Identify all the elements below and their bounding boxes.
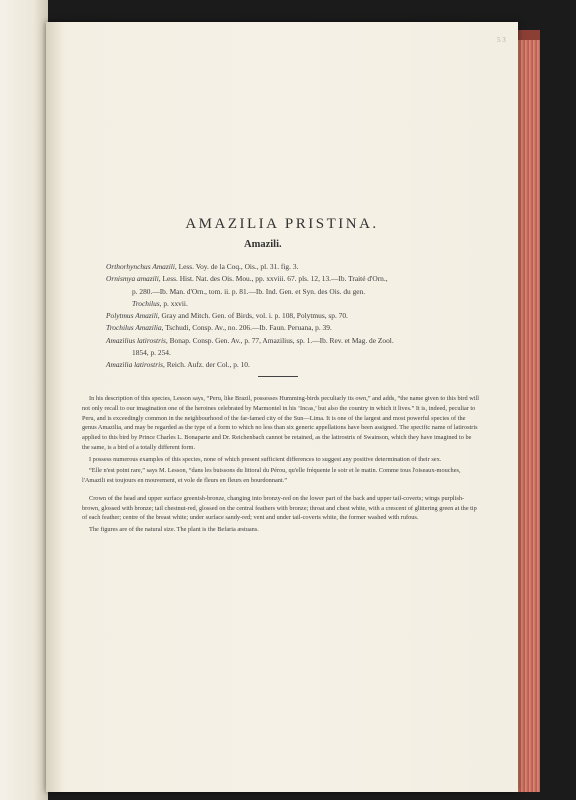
body-paragraph: The figures are of the natural size. The plant is the Befaria æstuans. [89,526,259,533]
synonym-name: Polytmus Amazili, [106,311,160,321]
synonymy-list [106,261,486,372]
synonym-reference: Bonap. Consp. Gen. Av., p. 77, Amazilius, sp. 1.—Ib. Rev. et Mag. de Zool. [167,335,394,345]
facing-page-edge [0,0,48,800]
synonym-entry [106,273,486,285]
synonym-reference: Gray and Mitch. Gen. of Birds, vol. i. p. 108, Polytmus, sp. 70. [159,311,348,321]
synonym-entry [106,310,486,322]
page-number: 5 3 [497,36,506,44]
synonym-name: Amazilius latirostris, [106,335,168,345]
body-paragraph: Crown of the head and upper surface greenish-bronze, changing into bronzy-red on the lower part of the back and upper tail-coverts; wings purplish-brown, glossed with bronze; tail chestnut-red, glossed on the central feathers with bronze; throat and chest white, with a crescent of glittering green at the tip of each feather; centre of the breast white; under surface sandy-red; vent and under tail-coverts white, the former washed with rufous. [82,494,477,522]
synonym-reference: Tschudi, Consp. Av., no. 206.—Ib. Faun. Peruana, p. 39. [163,323,332,333]
synonym-reference: p. xxvii. [161,298,188,308]
synonym-reference: Less. Voy. de la Coq., Ois., pl. 31. fig. 3. [176,262,299,271]
synonym-entry [106,347,486,359]
synonym-name: Trochilus, [132,298,162,308]
synonym-reference: Less. Hist. Nat. des Ois. Mou., pp. xxviii. 67. pls. 12, 13.—Ib. Traité d'Orn., [160,274,388,284]
synonym-entry [106,359,486,371]
synonym-entry [106,261,486,273]
synonym-reference: 1854, p. 254. [132,348,171,358]
synonym-entry [106,322,486,334]
page-title: AMAZILIA PRISTINA. [185,216,379,232]
body-paragraph: In his description of this species, Lesson says, “Peru, like Brazil, possesses Humming-birds peculiarly its own,” and adds, “the name given to this bird will not only recall to our imagination one of the heroines celebrated by Marmontel in his ‘Incas,’ but also the country in which it lives.” It is, indeed, peculiar to Peru, and is exceedingly common in the neighbourhood of the far-famed city of the Sun—Lima. It is one of the largest and most powerful species of the genus Amazilia, and may be regarded as the type of a form to which no less than six generic appellations have been assigned. The specific name of latirostris applied to this bird by Prince Charles L. Bonaparte and Dr. Reichenbach cannot be retained, as the latirostris of Swainson, which they have imagined to be the same, is a bird of a totally different form. [82,395,479,451]
synonym-entry [106,298,486,310]
page-subtitle: Amazili. [244,239,282,250]
synonym-entry [106,286,486,298]
body-paragraph: “Elle n'est point rare,” says M. Lesson, “dans les buissons du littoral du Pérou, qu'elle fréquente le soir et le matin. Comme tous l'oiseaux-mouches, l'Amazili est toujours en mouvement, et vole de fleurs en fleurs en bourdonnant.” [82,467,461,484]
synonym-name: Ornismya amazili, [106,274,161,284]
section-divider [258,376,298,377]
synonym-entry [106,335,486,347]
synonym-reference: Reich. Aufz. der Col., p. 10. [164,360,250,370]
description-text [82,394,480,537]
synonym-name: Orthorhynchus Amazili, [106,262,177,271]
synonym-reference: p. 280.—Ib. Man. d'Orn., tom. ii. p. 81.—Ib. Ind. Gen. et Syn. des Ois. du gen. [132,286,366,296]
synonym-name: Amazilia latirostris, [106,360,165,370]
synonym-name: Trochilus Amazilia, [106,323,164,333]
body-paragraph: I possess numerous examples of this species, none of which present sufficient differences to suggest any positive determination of their sex. [89,455,442,463]
